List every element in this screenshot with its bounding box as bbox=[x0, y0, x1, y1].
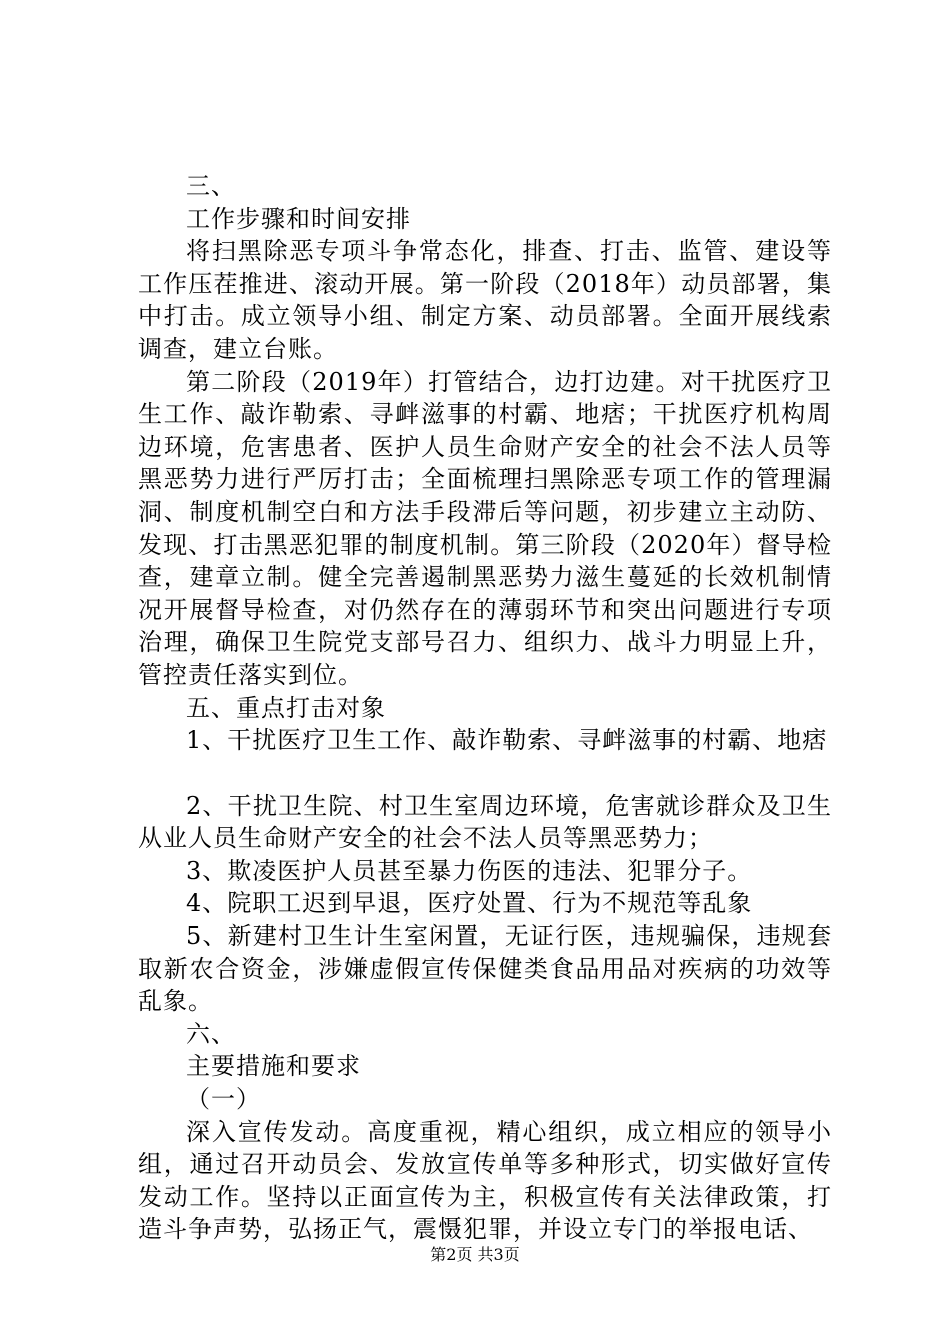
subsection-number-1: （一） bbox=[186, 1085, 261, 1114]
section-heading-steps: 工作步骤和时间安排 bbox=[186, 204, 411, 233]
section-heading-measures: 主要措施和要求 bbox=[186, 1052, 361, 1081]
list-item-target-4: 4、院职工迟到早退，医疗处置、行为不规范等乱象 bbox=[186, 889, 753, 918]
page-footer: 第2页 共3页 bbox=[430, 1245, 520, 1264]
paragraph-stage-two-three: 第二阶段（2019年）打管结合，边打边建。对干扰医疗卫生工作、敲诈勒索、寻衅滋事的村霸、地痞；干扰医疗机构周边环境，危害患者、医护人员生命财产安全的社会不法人员等黑恶势力进行严厉打击；全面梳理扫黑除恶专项工作的管理漏洞、制度机制空白和方法手段滞后等问题，初步建立主动防、发现、打击黑恶犯罪的制度机制。第三阶段（2020年）督导检查，建章立制。健全完善遏制黑恶势力滋生蔓延的长效机制情况开展督导检查，对仍然存在的薄弱环节和突出问题进行专项治理，确保卫生院党支部号召力、组织力、战斗力明显上升，管控责任落实到位。 bbox=[138, 367, 832, 689]
list-item-target-2: 2、干扰卫生院、村卫生室周边环境，危害就诊群众及卫生从业人员生命财产安全的社会不法人员等黑恶势力； bbox=[138, 791, 832, 853]
list-item-target-1: 1、干扰医疗卫生工作、敲诈勒索、寻衅滋事的村霸、地痞 bbox=[186, 726, 828, 755]
section-heading-targets: 五、重点打击对象 bbox=[186, 693, 386, 722]
section-number-3: 三、 bbox=[186, 172, 236, 200]
paragraph-publicity: 深入宣传发动。高度重视，精心组织，成立相应的领导小组，通过召开动员会、发放宣传单等多种形式，切实做好宣传发动工作。坚持以正面宣传为主，积极宣传有关法律政策，打造斗争声势，弘扬正气，震慑犯罪，并设立专门的举报电话、 bbox=[138, 1117, 832, 1244]
section-number-6: 六、 bbox=[186, 1019, 236, 1048]
list-item-target-5: 5、新建村卫生计生室闲置，无证行医，违规骗保，违规套取新农合资金，涉嫌虚假宣传保健类食品用品对疾病的功效等乱象。 bbox=[138, 922, 832, 1016]
paragraph-stage-one: 将扫黑除恶专项斗争常态化，排查、打击、监管、建设等工作压茬推进、滚动开展。第一阶段（2018年）动员部署，集中打击。成立领导小组、制定方案、动员部署。全面开展线索调查，建立台账。 bbox=[138, 237, 832, 363]
document-body bbox=[138, 170, 832, 1246]
list-item-target-3: 3、欺凌医护人员甚至暴力伤医的违法、犯罪分子。 bbox=[186, 856, 753, 885]
